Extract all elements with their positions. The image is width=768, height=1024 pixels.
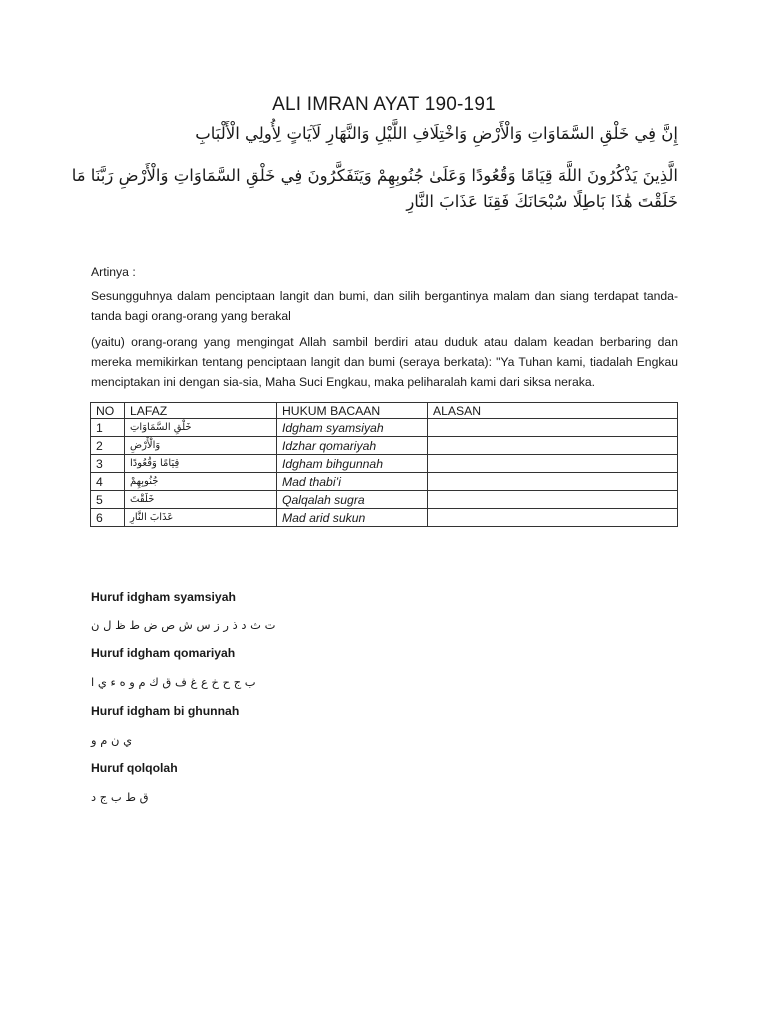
row-lafaz: خَلَقْتَ [125, 491, 277, 509]
header-alasan: ALASAN [428, 403, 678, 419]
header-hukum-bacaan: HUKUM BACAAN [277, 403, 428, 419]
table-row [91, 437, 678, 455]
heading-idgham-syamsiyah: Huruf idgham syamsiyah [91, 590, 236, 604]
translation-paragraph-2: (yaitu) orang-orang yang mengingat Allah sambil berdiri atau duduk atau dalam keadan berbaring dan mereka memikirkan tentang penciptaan langit dan bumi (seraya berkata): "Ya Tuhan kami, tiadalah Engkau menciptakan ini dengan sia-sia, Maha Suci Engkau, maka peliharalah kami dari siksa neraka. [91, 335, 678, 389]
letters-idgham-qomariyah: ب ج ح خ ع غ ف ق ك م و ه ء ي ا [91, 675, 256, 689]
row-lafaz: قِيَامًا وَقُعُودًا [125, 455, 277, 473]
row-hukum: Idgham bihgunnah [277, 455, 428, 473]
letters-idgham-bi-ghunnah: ي ن م و [91, 733, 133, 747]
header-no: NO [91, 403, 125, 419]
table-row [91, 419, 678, 437]
row-alasan [428, 509, 678, 527]
row-no: 4 [91, 473, 125, 491]
document-title: ALI IMRAN AYAT 190-191 [272, 94, 496, 115]
row-lafaz: جُنُوبِهِمْ [125, 473, 277, 491]
header-lafaz: LAFAZ [125, 403, 277, 419]
table-row [91, 455, 678, 473]
table-row [91, 473, 678, 491]
arabic-verse-line-1: إِنَّ فِي خَلْقِ السَّمَاوَاتِ وَالْأَرْضِ وَاخْتِلَافِ اللَّيْلِ وَالنَّهَارِ لَآيَاتٍ لِأُولِي الْأَلْبَابِ [195, 124, 678, 143]
table-row [91, 509, 678, 527]
arabic-verse-line-3: خَلَقْتَ هَٰذَا بَاطِلًا سُبْحَانَكَ فَقِنَا عَذَابَ النَّارِ [406, 192, 678, 211]
tajwid-table [90, 402, 678, 527]
row-lafaz: خَلْقِ السَّمَاوَاتِ [125, 419, 277, 437]
row-no: 3 [91, 455, 125, 473]
row-alasan [428, 491, 678, 509]
row-lafaz: عَذَابَ النَّارِ [125, 509, 277, 527]
row-alasan [428, 473, 678, 491]
heading-idgham-qomariyah: Huruf idgham qomariyah [91, 646, 236, 660]
row-hukum: Mad arid sukun [277, 509, 428, 527]
letters-qolqolah: ق ط ب ج د [91, 790, 149, 804]
row-alasan [428, 455, 678, 473]
row-alasan [428, 437, 678, 455]
row-no: 5 [91, 491, 125, 509]
heading-idgham-bi-ghunnah: Huruf idgham bi ghunnah [91, 704, 240, 718]
row-hukum: Qalqalah sugra [277, 491, 428, 509]
table-header-row [91, 403, 678, 419]
translation-paragraph-1: Sesungguhnya dalam penciptaan langit dan bumi, dan silih bergantinya malam dan siang terdapat tanda-tanda bagi orang-orang yang berakal [91, 289, 678, 323]
row-no: 1 [91, 419, 125, 437]
artinya-label: Artinya : [91, 265, 136, 279]
arabic-verse-line-2: الَّذِينَ يَذْكُرُونَ اللَّهَ قِيَامًا وَقُعُودًا وَعَلَىٰ جُنُوبِهِمْ وَيَتَفَكَّرُونَ فِي خَلْقِ السَّمَاوَاتِ وَالْأَرْضِ رَبَّنَا مَا [71, 166, 678, 185]
table-row [91, 491, 678, 509]
row-alasan [428, 419, 678, 437]
row-hukum: Mad thabi’i [277, 473, 428, 491]
row-no: 6 [91, 509, 125, 527]
heading-qolqolah: Huruf qolqolah [91, 761, 178, 775]
letters-idgham-syamsiyah: ت ث د ذ ر ز س ش ص ض ط ظ ل ن [91, 618, 276, 632]
row-lafaz: وَالْأَرْضِ [125, 437, 277, 455]
row-no: 2 [91, 437, 125, 455]
row-hukum: Idgham syamsiyah [277, 419, 428, 437]
row-hukum: Idzhar qomariyah [277, 437, 428, 455]
